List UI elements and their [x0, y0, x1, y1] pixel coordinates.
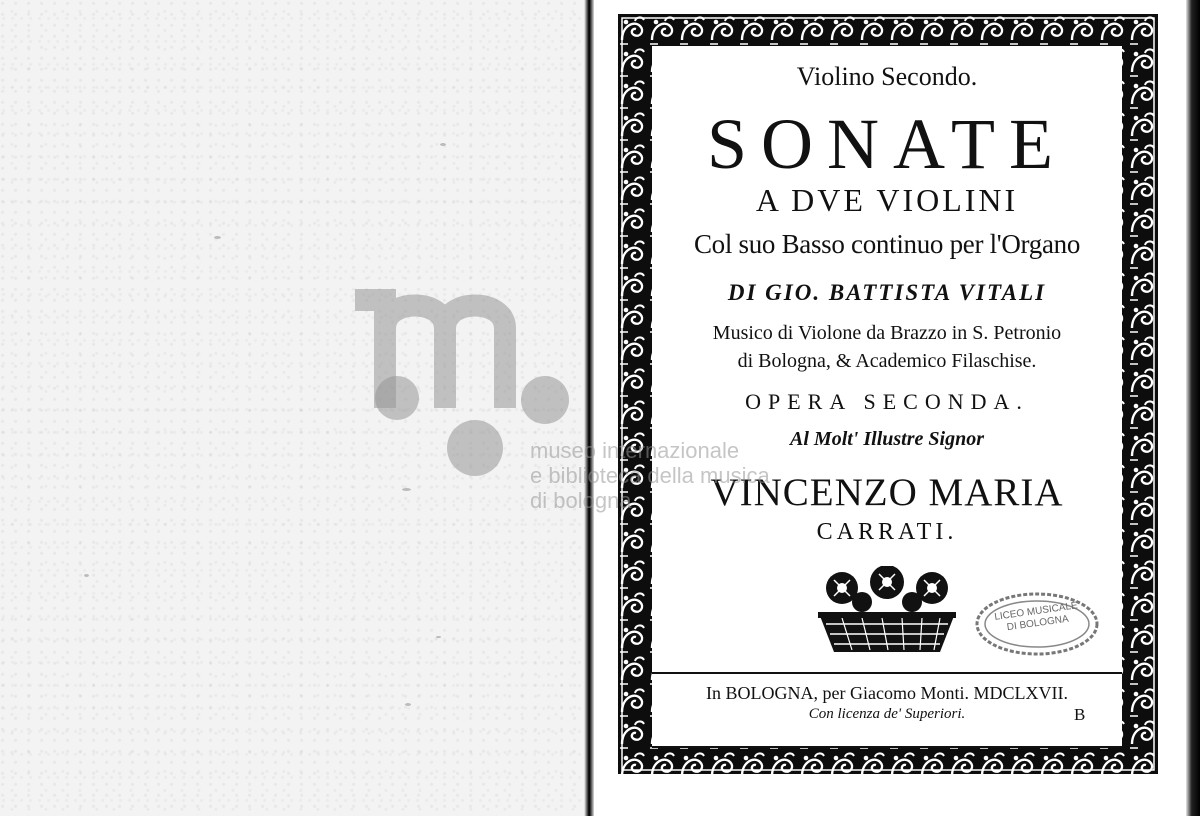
library-stamp: [972, 588, 1102, 660]
subtitle: A DVE VIOLINI: [755, 182, 1019, 218]
stamp-text: LICEO MUSICALE DI BOLOGNA: [993, 600, 1079, 634]
dedication-line: Al Molt' Illustre Signor: [790, 428, 984, 450]
page-edge: [1186, 0, 1200, 816]
paper-speck: [440, 143, 446, 146]
author-line: DI GIO. BATTISTA VITALI: [727, 280, 1047, 305]
paper-speck: [436, 636, 441, 638]
book-gutter: [584, 0, 594, 816]
flower-basket-ornament: [812, 566, 962, 658]
license-line: Con licenza de' Superiori.: [808, 706, 966, 722]
paper-speck: [84, 574, 89, 577]
part-label: Violino Secondo.: [796, 62, 978, 91]
opus-number: OPERA SECONDA.: [745, 389, 1029, 414]
paper-speck: [402, 488, 411, 491]
author-role-line-2: di Bologna, & Academico Filaschise.: [737, 350, 1037, 372]
museum-watermark-text: museo internazionale e biblioteca della musica di bologna: [530, 438, 770, 513]
dedicatee-surname: CARRATI.: [816, 519, 958, 545]
continuo-line: Col suo Basso continuo per l'Organo: [693, 229, 1081, 259]
dedicatee-name: VINCENZO MARIA: [710, 471, 1064, 514]
paper-speck: [214, 236, 221, 239]
main-title: SONATE: [706, 104, 1067, 184]
author-role-line-1: Musico di Violone da Brazzo in S. Petronio: [712, 322, 1062, 344]
paper-speck: [405, 703, 411, 706]
signature-mark: B: [1074, 705, 1086, 724]
imprint-line: In BOLOGNA, per Giacomo Monti. MDCLXVII.: [706, 683, 1068, 703]
